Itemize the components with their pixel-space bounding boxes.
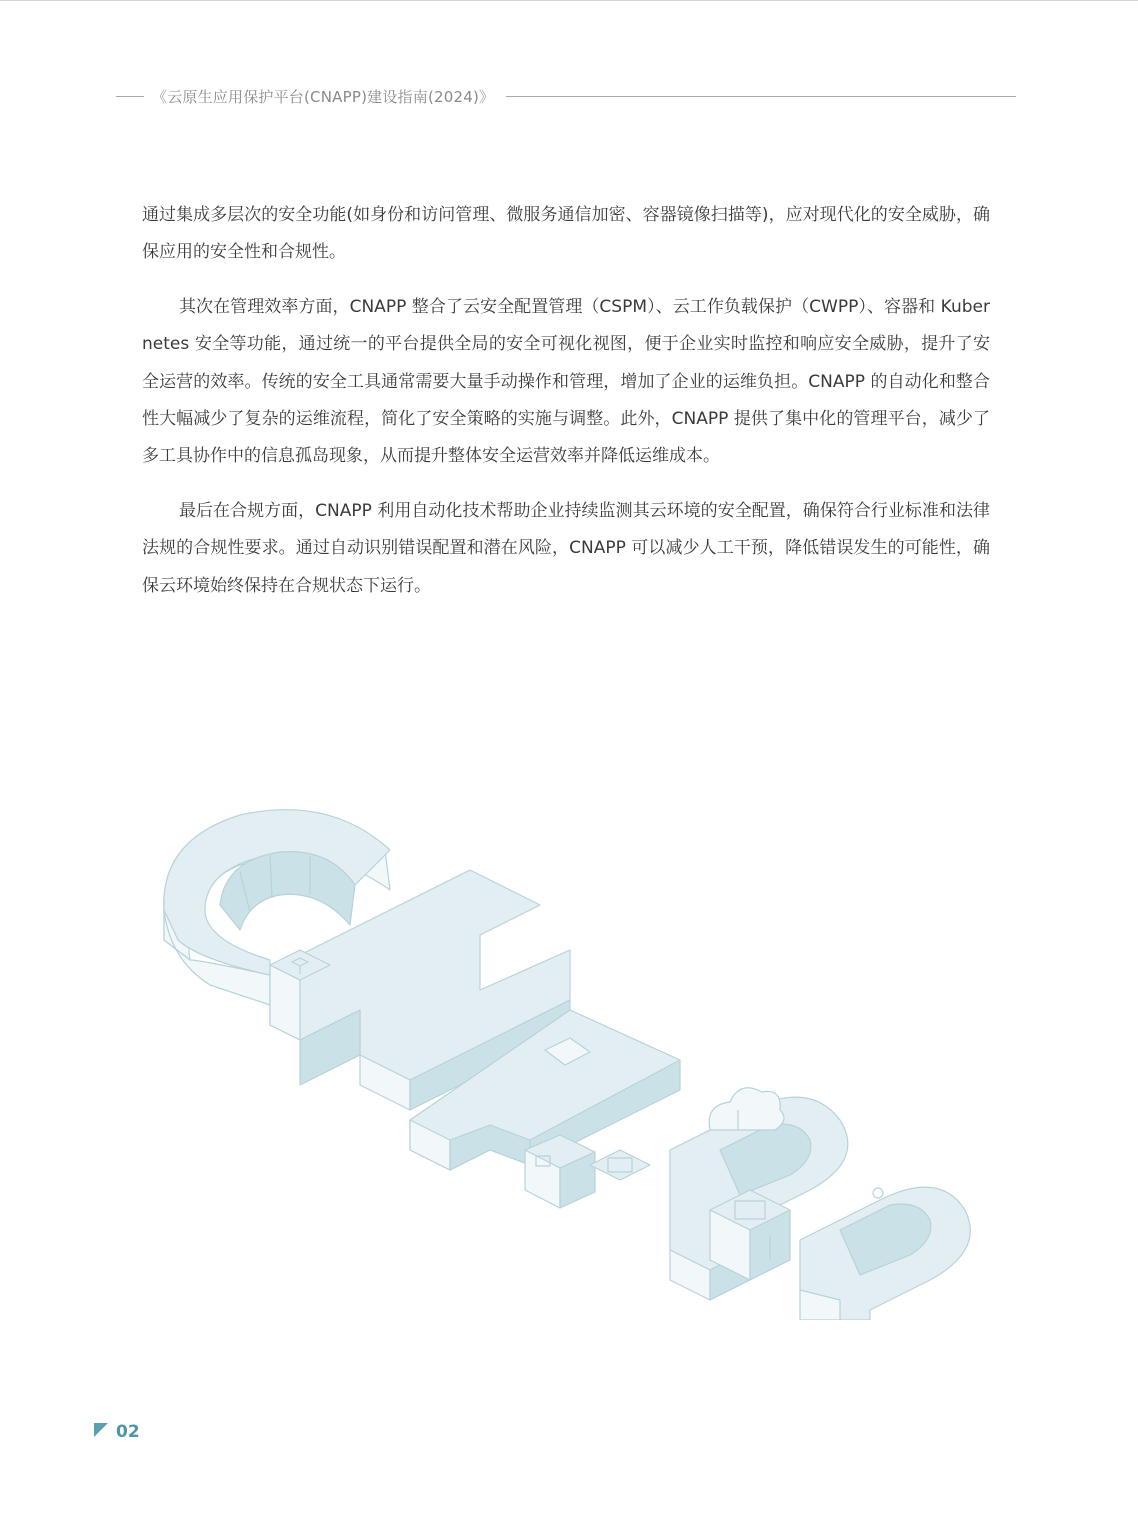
paragraph-compliance: 最后在合规方面，CNAPP 利用自动化技术帮助企业持续监测其云环境的安全配置，确保符合行业标准和法律法规的合规性要求。通过自动识别错误配置和潜在风险，CNAPP 可以减少人工干预，降低错误发生的可能性，确保云环境始终保持在合规状态下运行。 bbox=[142, 500, 990, 596]
page-number-text: 02 bbox=[116, 1422, 140, 1442]
page-number bbox=[94, 1422, 140, 1442]
letter-p2-shape bbox=[710, 1187, 970, 1320]
running-header bbox=[116, 84, 1016, 108]
paragraph-management-efficiency: 其次在管理效率方面，CNAPP 整合了云安全配置管理（CSPM）、云工作负载保护（CWPP）、容器和 Kubernetes 安全等功能，通过统一的平台提供全局的安全可视化视图，便于企业实时监控和响应安全威胁，提升了安全运营的效率。传统的安全工具通常需要大量手动操作和管理，增加了企业的运维负担。CNAPP 的自动化和整合性大幅减少了复杂的运维流程，简化了安全策略的实施与调整。此外，CNAPP 提供了集中化的管理平台，减少了多工具协作中的信息孤岛现象，从而提升整体安全运营效率并降低运维成本。 bbox=[142, 296, 990, 467]
body-text bbox=[142, 197, 990, 622]
header-rule-right bbox=[506, 96, 1016, 97]
header-rule-left bbox=[116, 96, 144, 97]
header-title: 《云原生应用保护平台(CNAPP)建设指南(2024)》 bbox=[152, 87, 495, 106]
cnapp-isometric-illustration bbox=[150, 790, 990, 1320]
paragraph-continued: 通过集成多层次的安全功能(如身份和访问管理、微服务通信加密、容器镜像扫描等)，应对现代化的安全威胁，确保应用的安全性和合规性。 bbox=[142, 205, 990, 263]
top-border bbox=[0, 0, 1138, 1]
page-corner-icon bbox=[94, 1423, 108, 1437]
